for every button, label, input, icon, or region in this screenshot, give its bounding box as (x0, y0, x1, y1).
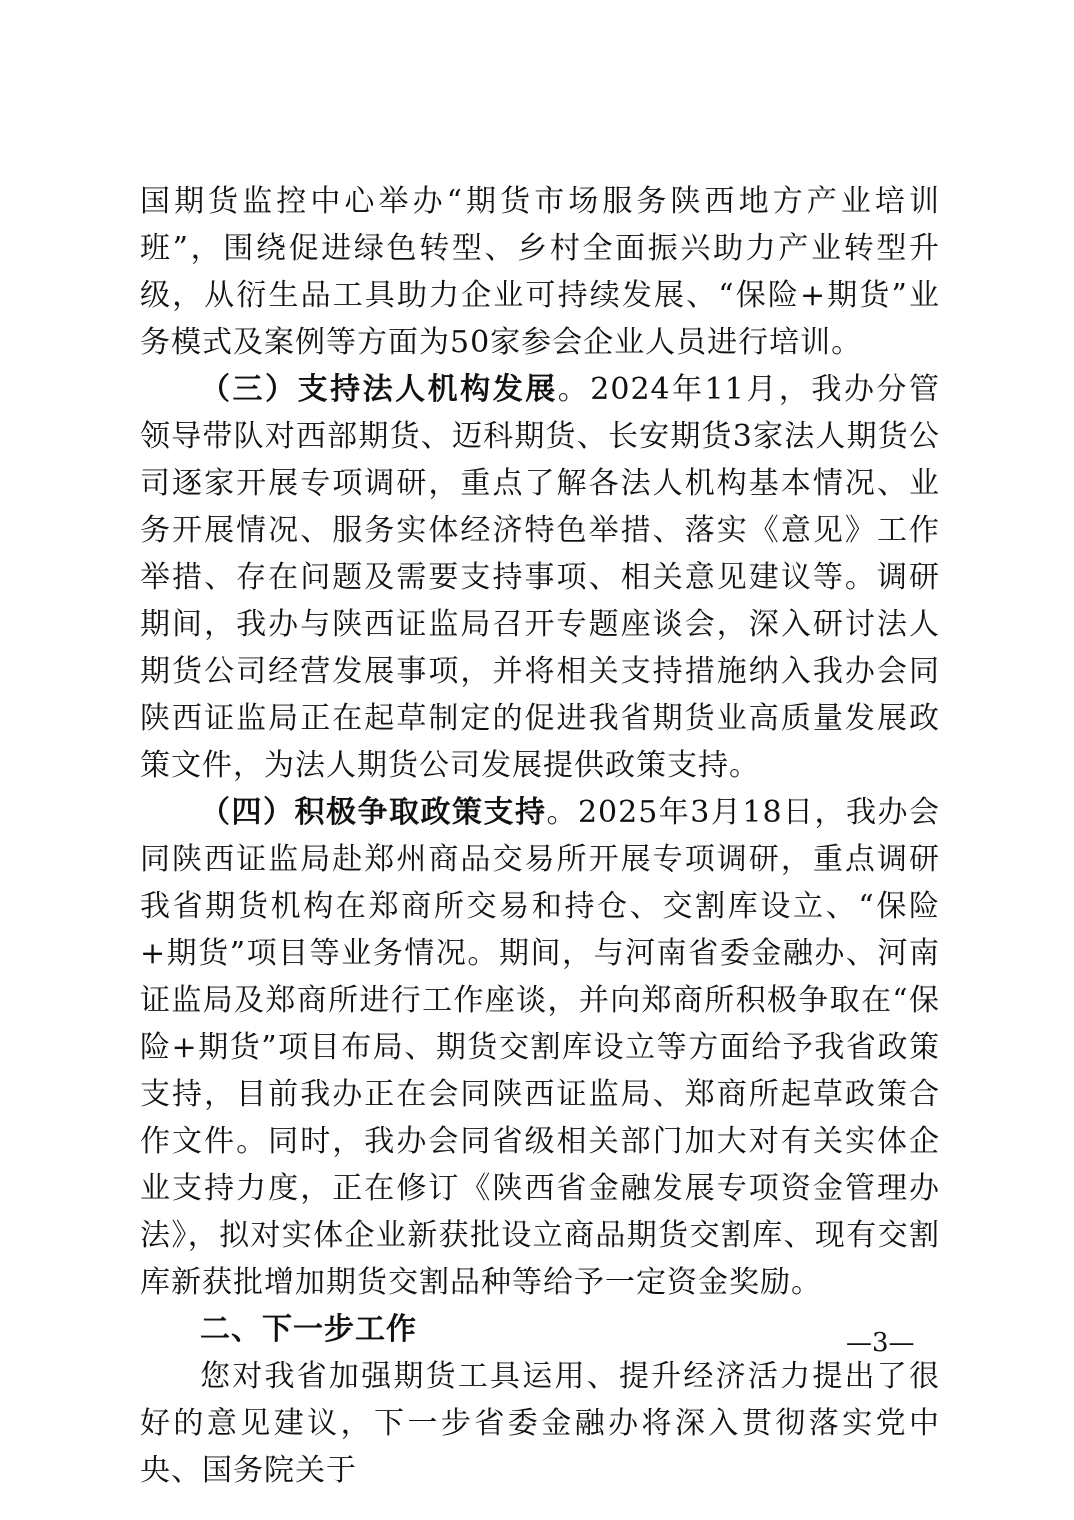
paragraph-2 (140, 366, 940, 789)
paragraph-3 (140, 789, 940, 1306)
page-number: —3— (846, 1328, 915, 1358)
paragraph-1-text: 国期货监控中心举办“期货市场服务陕西地方产业培训班”，围绕促进绿色转型、乡村全面振兴助力产业转型升级，从衍生品工具助力企业可持续发展、“保险+期货”业务模式及案例等方面为50家参会企业人员进行培训。 (140, 184, 940, 360)
paragraph-2-lead: （三）支持法人机构发展 (200, 372, 558, 407)
paragraph-3-text: 。2025年3月18日，我办会同陕西证监局赴郑州商品交易所开展专项调研，重点调研我省期货机构在郑商所交易和持仓、交割库设立、“保险+期货”项目等业务情况。期间，与河南省委金融办、河南证监局及郑商所进行工作座谈，并向郑商所积极争取在“保险+期货”项目布局、期货交割库设立等方面给予我省政策支持，目前我办正在会同陕西证监局、郑商所起草政策合作文件。同时，我办会同省级相关部门加大对有关实体企业支持力度，正在修订《陕西省金融发展专项资金管理办法》，拟对实体企业新获批设立商品期货交割库、现有交割库新获批增加期货交割品种等给予一定资金奖励。 (140, 795, 941, 1300)
page-body (140, 178, 940, 1494)
paragraph-3-lead: （四）积极争取政策支持 (200, 795, 547, 830)
closing-paragraph: 您对我省加强期货工具运用、提升经济活力提出了很好的意见建议，下一步省委金融办将深入贯彻落实党中央、国务院关于 (140, 1359, 940, 1488)
section-heading: 二、下一步工作 (200, 1312, 417, 1347)
paragraph-2-text: 。2024年11月，我办分管领导带队对西部期货、迈科期货、长安期货3家法人期货公司逐家开展专项调研，重点了解各法人机构基本情况、业务开展情况、服务实体经济特色举措、落实《意见》工作举措、存在问题及需要支持事项、相关意见建议等。调研期间，我办与陕西证监局召开专题座谈会，深入研讨法人期货公司经营发展事项，并将相关支持措施纳入我办会同陕西证监局正在起草制定的促进我省期货业高质量发展政策文件，为法人期货公司发展提供政策支持。 (140, 372, 940, 783)
paragraph-1 (140, 178, 940, 366)
